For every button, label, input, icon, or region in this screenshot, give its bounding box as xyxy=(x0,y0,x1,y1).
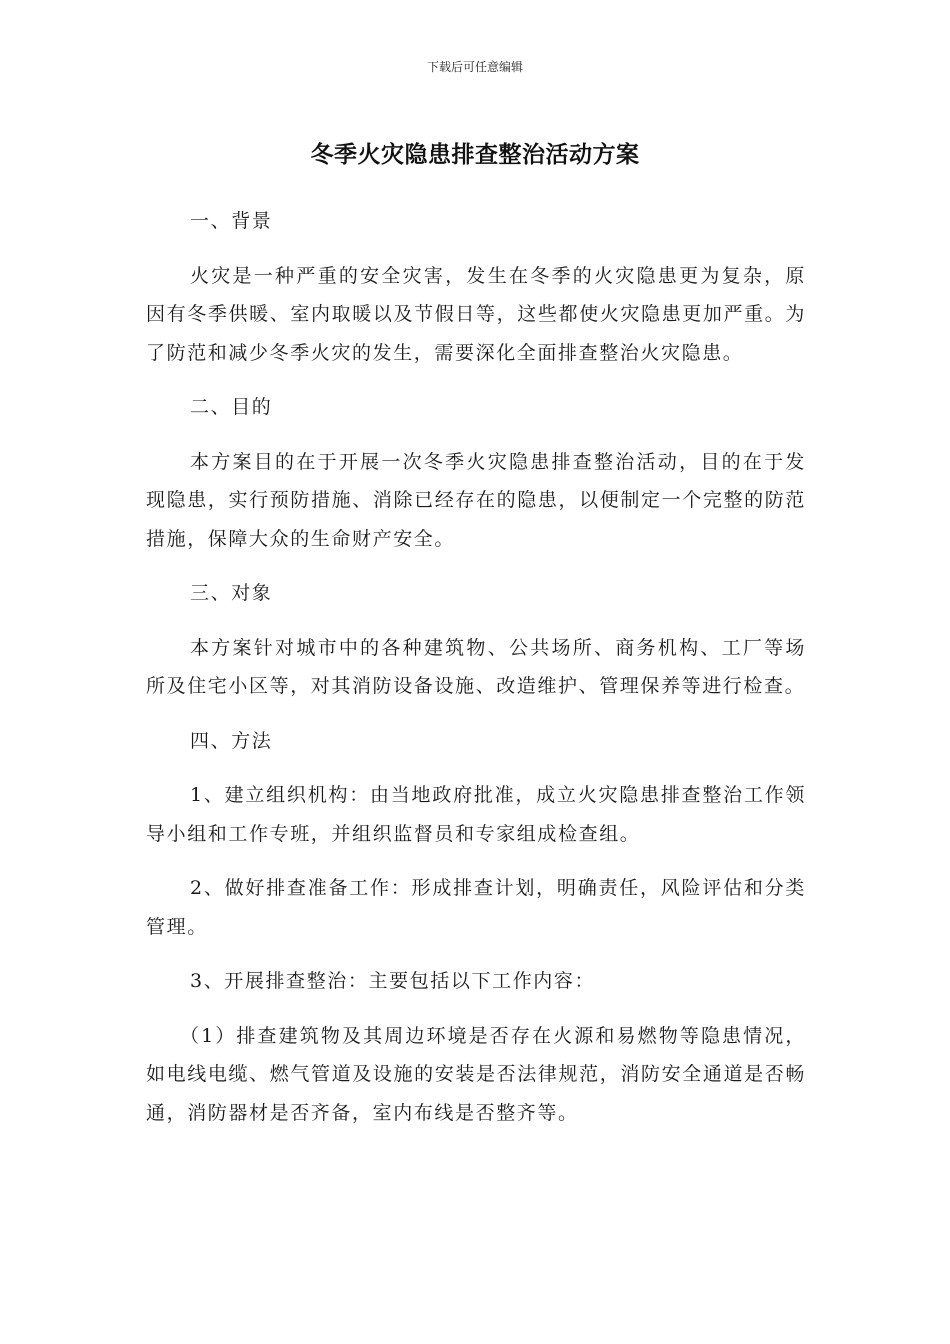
paragraph-method-1: 1、建立组织机构：由当地政府批准，成立火灾隐患排查整治工作领导小组和工作专班，并组织监督员和专家组成检查组。 xyxy=(146,784,806,845)
section-heading-background: 一、背景 xyxy=(190,210,273,232)
paragraph-background: 火灾是一种严重的安全灾害，发生在冬季的火灾隐患更为复杂，原因有冬季供暖、室内取暖以及节假日等，这些都使火灾隐患更加严重。为了防范和减少冬季火灾的发生，需要深化全面排查整治火灾隐患。 xyxy=(146,264,806,364)
section-heading-target: 三、对象 xyxy=(190,582,273,604)
document-title: 冬季火灾隐患排查整治活动方案 xyxy=(310,142,640,168)
paragraph-method-3: 3、开展排查整治：主要包括以下工作内容： xyxy=(190,970,596,992)
paragraph-purpose: 本方案目的在于开展一次冬季火灾隐患排查整治活动，目的在于发现隐患，实行预防措施、消除已经存在的隐患，以便制定一个完整的防范措施，保障大众的生命财产安全。 xyxy=(146,450,806,550)
document-body xyxy=(146,202,806,1148)
section-heading-method: 四、方法 xyxy=(190,729,273,752)
header-note: 下载后可任意编辑 xyxy=(426,60,523,74)
paragraph-method-3-1: （1）排查建筑物及其周边环境是否存在火源和易燃物等隐患情况，如电线电缆、燃气管道及设施的安装是否法律规范，消防安全通道是否畅通，消防器材是否齐备，室内布线是否整齐等。 xyxy=(146,1024,806,1124)
paragraph-target: 本方案针对城市中的各种建筑物、公共场所、商务机构、工厂等场所及住宅小区等，对其消防设备设施、改造维护、管理保养等进行检查。 xyxy=(146,636,806,697)
section-heading-purpose: 二、目的 xyxy=(190,396,273,418)
paragraph-method-2: 2、做好排查准备工作：形成排查计划，明确责任，风险评估和分类管理。 xyxy=(146,877,806,938)
